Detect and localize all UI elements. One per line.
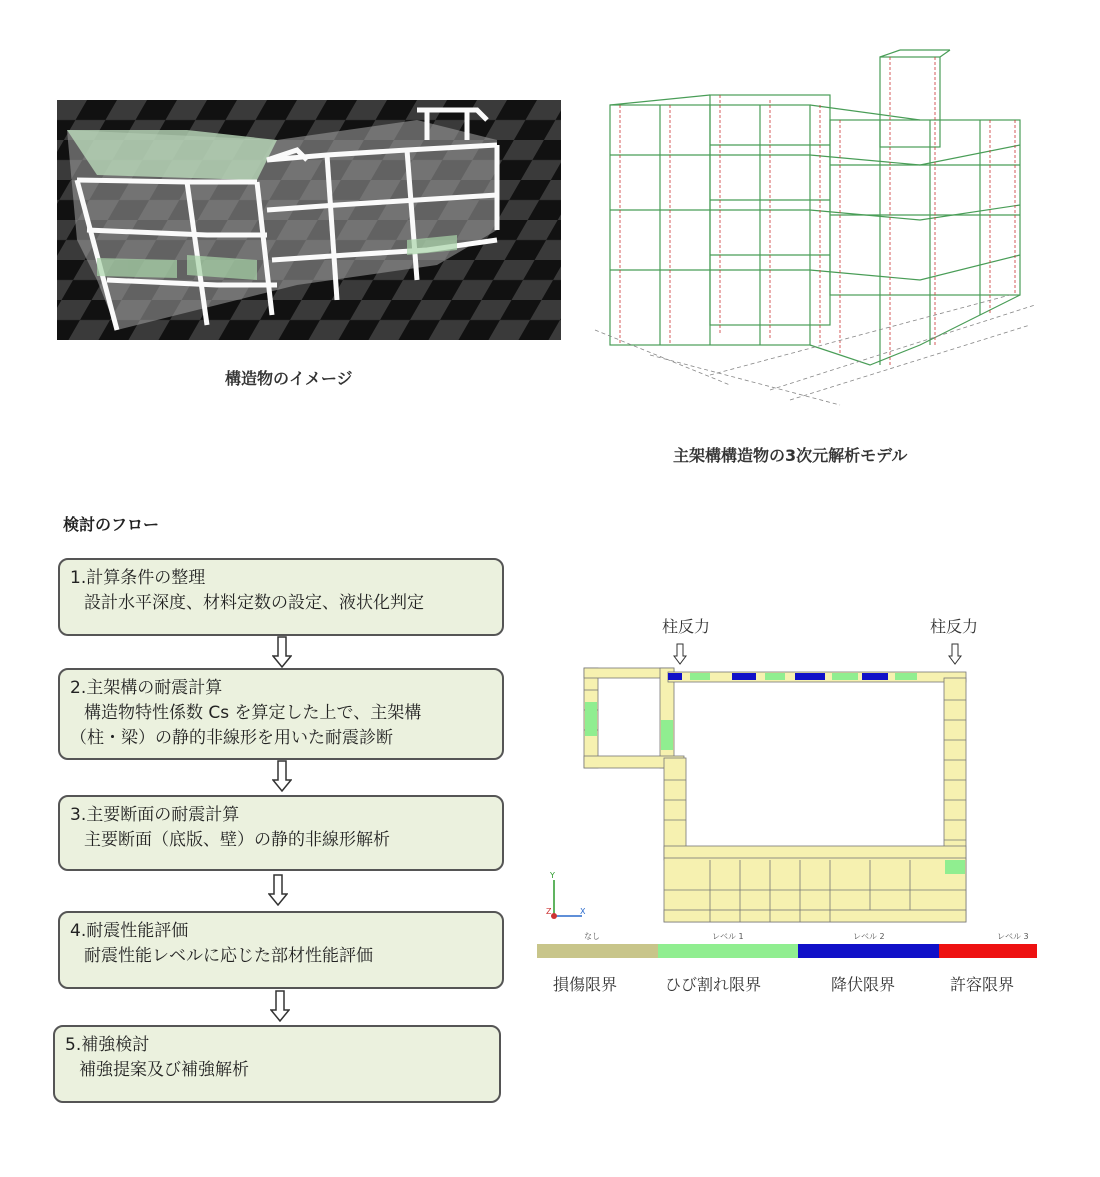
axis-x-label: X bbox=[580, 907, 586, 916]
flow-step-desc: 主要断面（底版、壁）の静的非線形解析 bbox=[84, 830, 390, 850]
legend-label-3: 許容限界 bbox=[950, 975, 1015, 994]
flow-step-title: 3.主要断面の耐震計算 bbox=[70, 805, 240, 825]
flow-step-title: 1.計算条件の整理 bbox=[70, 568, 206, 588]
axis-y-label: Y bbox=[550, 871, 555, 880]
legend-bar-segment-2 bbox=[798, 944, 939, 958]
flow-arrow-icon bbox=[272, 760, 292, 792]
legend-label-2: 降伏限界 bbox=[831, 975, 896, 994]
frame-model-wireframe bbox=[590, 45, 1040, 415]
flow-arrow-icon bbox=[272, 636, 292, 668]
flow-step-desc: 耐震性能レベルに応じた部材性能評価 bbox=[84, 946, 373, 966]
legend-tick-2: レベル 2 bbox=[853, 932, 885, 941]
reaction-arrow-icon bbox=[674, 644, 961, 664]
flow-arrow-icon bbox=[270, 990, 290, 1022]
flow-step-title: 2.主架構の耐震計算 bbox=[70, 678, 223, 698]
flow-step-title: 5.補強検討 bbox=[65, 1035, 150, 1055]
legend-bar-segment-3 bbox=[939, 944, 1037, 958]
section-model-diagram bbox=[540, 640, 980, 940]
legend-bar-segment-1 bbox=[658, 944, 798, 958]
flow-step-desc: 補強提案及び補強解析 bbox=[79, 1060, 249, 1080]
flow-title: 検討のフロー bbox=[63, 515, 160, 534]
column-reaction-label-right: 柱反力 bbox=[930, 617, 979, 636]
model-caption: 主架構構造物の3次元解析モデル bbox=[673, 446, 908, 465]
flow-step-desc: 設計水平深度、材料定数の設定、液状化判定 bbox=[84, 593, 424, 613]
axis-indicator-icon bbox=[551, 880, 582, 919]
flow-arrow-icon bbox=[268, 874, 288, 906]
damage-level-segments bbox=[585, 673, 965, 874]
frame-model-image bbox=[590, 45, 1040, 415]
legend-bar-segment-0 bbox=[537, 944, 658, 958]
legend-tick-3: レベル 3 bbox=[997, 932, 1029, 941]
structure-render bbox=[57, 100, 561, 340]
flow-step-4 bbox=[58, 911, 504, 989]
flow-step-3 bbox=[58, 795, 504, 871]
flow-step-1 bbox=[58, 558, 504, 636]
flow-step-desc: 構造物特性係数 Cs を算定した上で、主架構 bbox=[84, 703, 422, 723]
flow-step-5 bbox=[53, 1025, 501, 1103]
axis-z-label: Z bbox=[546, 907, 552, 916]
structure-image bbox=[57, 100, 561, 340]
legend-tick-0: なし bbox=[584, 932, 600, 941]
structure-caption: 構造物のイメージ bbox=[225, 369, 353, 388]
legend-label-1: ひび割れ限界 bbox=[665, 975, 762, 994]
legend-label-0: 損傷限界 bbox=[553, 975, 618, 994]
flow-step-desc: （柱・梁）の静的非線形を用いた耐震診断 bbox=[70, 728, 393, 748]
legend-tick-1: レベル 1 bbox=[712, 932, 744, 941]
flow-step-title: 4.耐震性能評価 bbox=[70, 921, 189, 941]
flow-step-2 bbox=[58, 668, 504, 760]
column-reaction-label-left: 柱反力 bbox=[662, 617, 711, 636]
